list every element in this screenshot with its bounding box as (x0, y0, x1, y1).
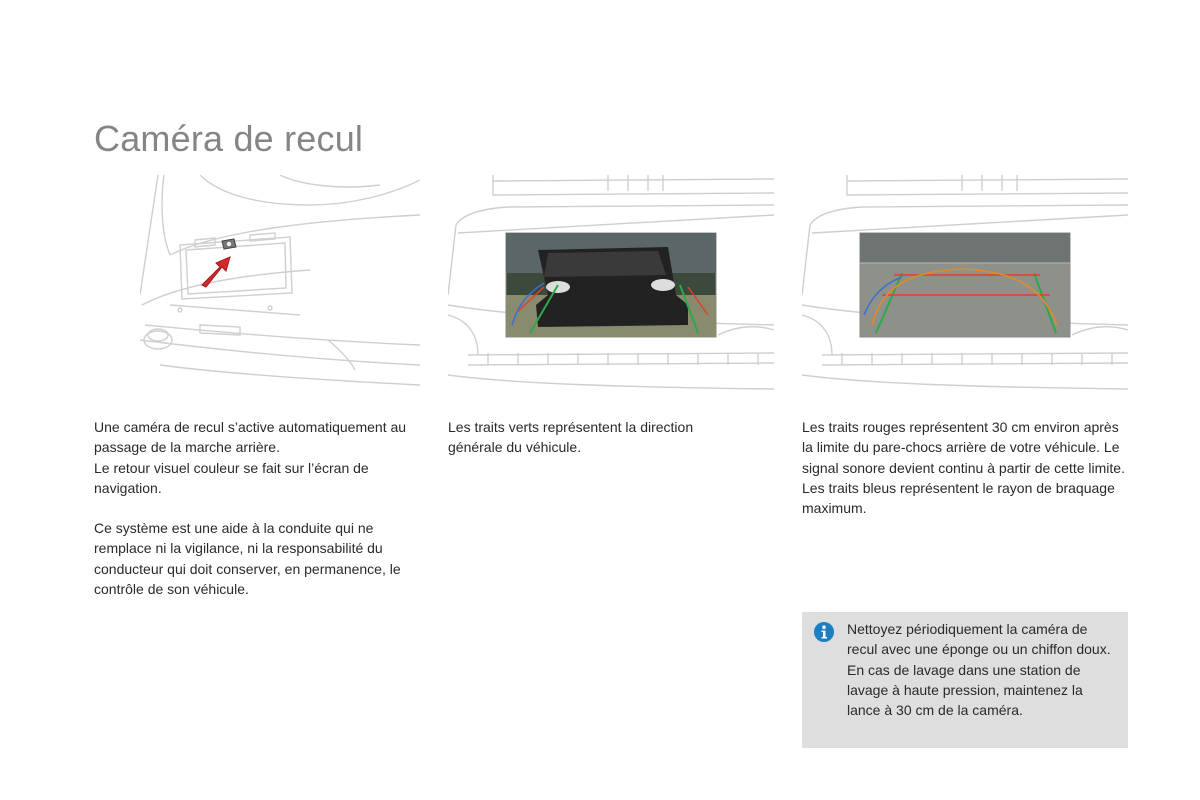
page-title: Caméra de recul (94, 118, 364, 159)
paragraph-gap (94, 498, 424, 518)
camera-screen-red-blue-lines-illustration (802, 175, 1128, 393)
paragraph: Ce système est une aide à la conduite qui ne remplace ni la vigilance, ni la responsabilité du conducteur qui doit conserver, en permanence, le contrôle de son véhicule. (94, 520, 401, 598)
paragraph: En cas de lavage dans une station de lavage à haute pression, maintenez la lance à 30 cm de la caméra. (847, 661, 1083, 719)
text-column-red-blue-lines (802, 417, 1132, 518)
paragraph: Les traits verts représentent la direction générale du véhicule. (448, 419, 694, 456)
paragraph: Nettoyez périodiquement la caméra de recul avec une éponge ou un chiffon doux. (847, 621, 1111, 658)
text-column-green-lines (448, 417, 748, 458)
info-text (847, 619, 1119, 720)
paragraph: Les traits bleus représentent le rayon de braquage maximum. (802, 479, 1115, 517)
arrow-icon (202, 257, 230, 287)
rear-camera-location-illustration (140, 175, 420, 393)
info-icon (814, 622, 834, 642)
info-box (802, 612, 1128, 748)
camera-screen-green-lines-illustration (448, 175, 774, 393)
camera-icon (222, 239, 236, 249)
paragraph: Une caméra de recul s’active automatiquement au passage de la marche arrière. (94, 419, 407, 456)
paragraph: Le retour visuel couleur se fait sur l’écran de navigation. (94, 459, 369, 496)
text-column-intro (94, 417, 424, 599)
paragraph: Les traits rouges représentent 30 cm environ après la limite du pare-chocs arrière de votre véhicule. Le signal sonore devient continu à partir de cette limite. (802, 419, 1125, 476)
